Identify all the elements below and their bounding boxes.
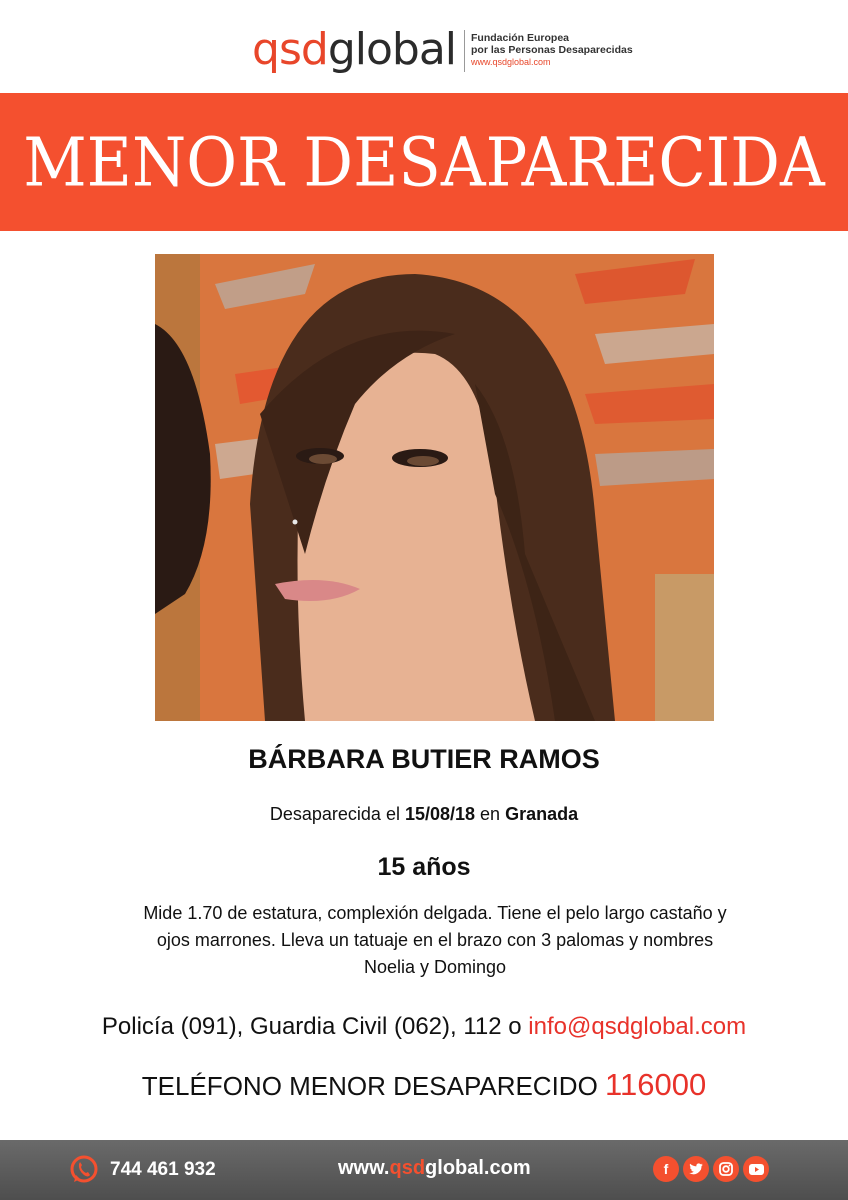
title-banner	[0, 93, 848, 231]
missing-date-line: Desaparecida el 15/08/18 en Granada	[269, 804, 579, 824]
social-links	[653, 1156, 773, 1182]
footer-bar	[0, 1140, 848, 1200]
logo-subtitle: Fundación Europea por las Personas Desaparecidas www.qsdglobal.com	[471, 32, 633, 67]
person-age: 15 años	[377, 853, 471, 881]
logo	[252, 24, 633, 75]
person-name: BÁRBARA BUTIER RAMOS	[248, 744, 600, 774]
contact-line: Policía (091), Guardia Civil (062), 112 o info@qsdglobal.com	[101, 1013, 747, 1040]
missing-date: 15/08/18	[404, 804, 476, 824]
logo-divider	[464, 30, 465, 72]
whatsapp-icon	[68, 1154, 100, 1186]
hotline-line: TELÉFONO MENOR DESAPARECIDO 116000	[141, 1067, 707, 1102]
footer-phone-number: 744 461 932	[110, 1159, 216, 1180]
missing-person-photo	[155, 254, 714, 721]
header	[0, 0, 848, 92]
footer-phone[interactable]	[68, 1154, 216, 1186]
hotline-number: 116000	[605, 1067, 707, 1102]
facebook-icon[interactable]: f	[653, 1156, 679, 1182]
banner-title: MENOR DESAPARECIDA	[23, 122, 825, 202]
person-description: Mide 1.70 de estatura, complexión delgada. Tiene el pelo largo castaño y ojos marrones. Lleva un tatuaje en el brazo con 3 palomas y nombres Noelia y Domingo	[143, 903, 727, 977]
contact-email-link[interactable]: info@qsdglobal.com	[528, 1013, 747, 1040]
missing-place: Granada	[505, 804, 579, 824]
twitter-icon[interactable]	[683, 1156, 709, 1182]
youtube-icon[interactable]	[743, 1156, 769, 1182]
logo-wordmark: qsdglobal	[252, 24, 457, 75]
instagram-icon[interactable]	[713, 1156, 739, 1182]
footer-website-link[interactable]: www.qsdglobal.com	[338, 1157, 531, 1179]
